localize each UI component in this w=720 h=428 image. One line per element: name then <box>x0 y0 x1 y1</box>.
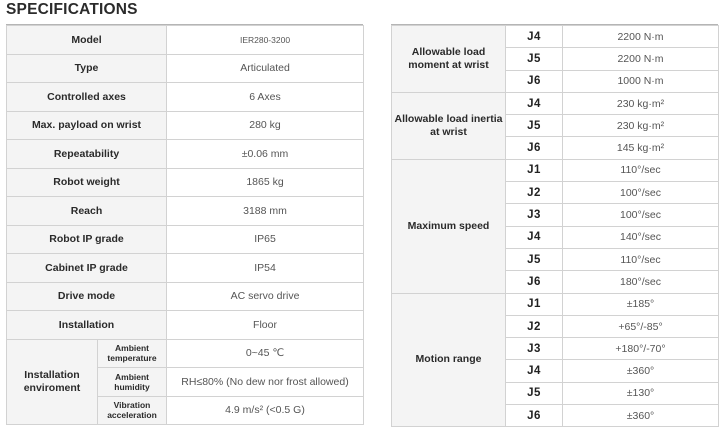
spec-value: Articulated <box>167 54 364 83</box>
joint-label: J3 <box>506 204 563 226</box>
spec-value: AC servo drive <box>167 282 364 311</box>
group-label: Motion range <box>392 293 506 427</box>
spec-value: IP65 <box>167 225 364 254</box>
table-row <box>7 26 364 55</box>
environment-sublabel: Ambient temperature <box>98 339 167 368</box>
general-specs-table <box>6 25 364 425</box>
table-row <box>392 293 719 315</box>
table-row <box>7 168 364 197</box>
joint-value: 110°/sec <box>563 159 719 181</box>
joint-value: 100°/sec <box>563 182 719 204</box>
spec-label: Model <box>7 26 167 55</box>
joint-label: J5 <box>506 48 563 70</box>
group-label: Allowable load inertia at wrist <box>392 92 506 159</box>
joint-value: ±360° <box>563 360 719 382</box>
spec-value: IP54 <box>167 254 364 283</box>
joint-value: ±185° <box>563 293 719 315</box>
table-row <box>7 54 364 83</box>
joint-value: 2200 N·m <box>563 26 719 48</box>
table-row <box>7 140 364 169</box>
table-row <box>7 282 364 311</box>
joint-value: +65°/-85° <box>563 315 719 337</box>
joint-label: J4 <box>506 360 563 382</box>
spec-label: Reach <box>7 197 167 226</box>
spec-label: Robot IP grade <box>7 225 167 254</box>
spec-label: Repeatability <box>7 140 167 169</box>
spec-label: Max. payload on wrist <box>7 111 167 140</box>
spec-label: Robot weight <box>7 168 167 197</box>
page-title: SPECIFICATIONS <box>6 1 138 18</box>
group-label: Allowable load moment at wrist <box>392 26 506 93</box>
spec-value: Floor <box>167 311 364 340</box>
joint-value: 230 kg·m² <box>563 92 719 114</box>
joint-value: +180°/-70° <box>563 338 719 360</box>
table-row <box>7 83 364 112</box>
joint-value: 140°/sec <box>563 226 719 248</box>
joint-value: 110°/sec <box>563 248 719 270</box>
spec-value: 280 kg <box>167 111 364 140</box>
spec-label: Drive mode <box>7 282 167 311</box>
table-row <box>392 26 719 48</box>
table-row <box>7 197 364 226</box>
joint-value: ±360° <box>563 405 719 427</box>
joint-label: J1 <box>506 159 563 181</box>
table-row <box>7 339 364 368</box>
environment-label: Installation enviroment <box>7 339 98 425</box>
joint-label: J6 <box>506 70 563 92</box>
environment-sublabel: Ambient humidity <box>98 368 167 397</box>
joint-label: J5 <box>506 382 563 404</box>
table-row <box>7 111 364 140</box>
environment-value: RH≤80% (No dew nor frost allowed) <box>167 368 364 397</box>
joint-label: J6 <box>506 137 563 159</box>
spec-label: Controlled axes <box>7 83 167 112</box>
joint-value: 180°/sec <box>563 271 719 293</box>
joint-label: J3 <box>506 338 563 360</box>
environment-sublabel: Vibration acceleration <box>98 396 167 425</box>
table-row <box>7 254 364 283</box>
table-row <box>392 92 719 114</box>
table-row <box>7 311 364 340</box>
joint-label: J2 <box>506 315 563 337</box>
joint-value: 2200 N·m <box>563 48 719 70</box>
group-label: Maximum speed <box>392 159 506 293</box>
axis-specs-table <box>391 25 719 427</box>
joint-value: 230 kg·m² <box>563 115 719 137</box>
joint-value: 145 kg·m² <box>563 137 719 159</box>
spec-label: Installation <box>7 311 167 340</box>
spec-value: ±0.06 mm <box>167 140 364 169</box>
joint-label: J4 <box>506 92 563 114</box>
joint-label: J5 <box>506 248 563 270</box>
table-row <box>392 159 719 181</box>
joint-label: J6 <box>506 271 563 293</box>
joint-label: J2 <box>506 182 563 204</box>
spec-label: Cabinet IP grade <box>7 254 167 283</box>
table-row <box>7 225 364 254</box>
joint-value: ±130° <box>563 382 719 404</box>
joint-label: J4 <box>506 26 563 48</box>
joint-value: 1000 N·m <box>563 70 719 92</box>
environment-value: 0~45 ℃ <box>167 339 364 368</box>
joint-label: J1 <box>506 293 563 315</box>
spec-value: IER280-3200 <box>167 26 364 55</box>
spec-label: Type <box>7 54 167 83</box>
joint-label: J6 <box>506 405 563 427</box>
environment-value: 4.9 m/s² (<0.5 G) <box>167 396 364 425</box>
spec-value: 6 Axes <box>167 83 364 112</box>
joint-label: J5 <box>506 115 563 137</box>
spec-value: 3188 mm <box>167 197 364 226</box>
joint-label: J4 <box>506 226 563 248</box>
joint-value: 100°/sec <box>563 204 719 226</box>
spec-value: 1865 kg <box>167 168 364 197</box>
